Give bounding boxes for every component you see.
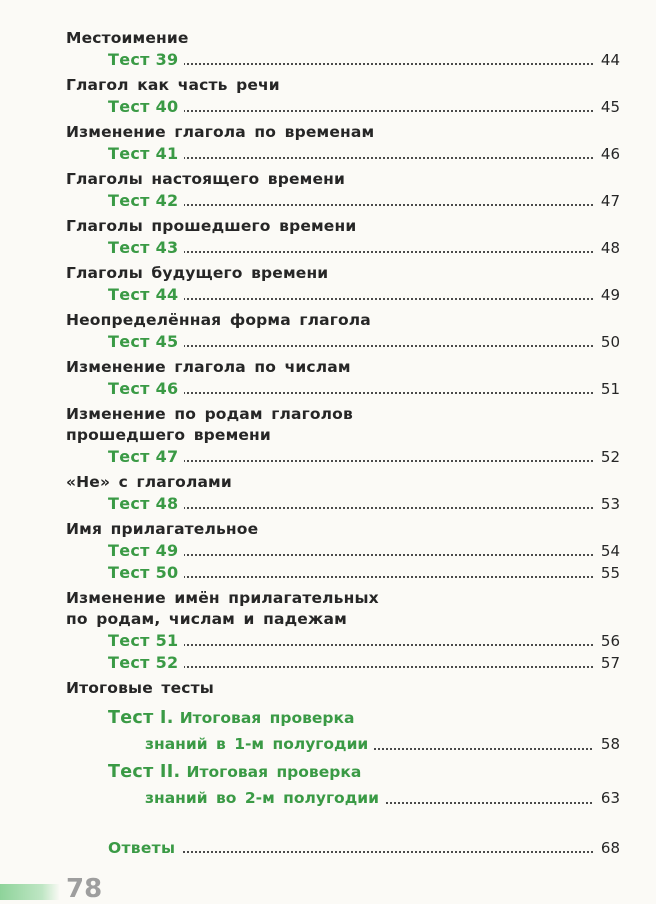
section-heading: Имя прилагательное xyxy=(66,520,259,538)
page-ref: 57 xyxy=(593,652,620,674)
dot-leader xyxy=(108,460,620,462)
page-ref: 46 xyxy=(593,143,620,165)
section-heading: Изменение имён прилагательных xyxy=(66,589,379,607)
section-heading: Изменение глагола по числам xyxy=(66,358,351,376)
section-heading: Глагол как часть речи xyxy=(66,76,280,94)
final-test-entry[interactable] xyxy=(108,759,620,785)
test-label: Тест 39 xyxy=(108,50,184,69)
toc-entry[interactable] xyxy=(108,237,620,259)
page-number: 78 xyxy=(66,874,103,904)
final-tests-heading: Итоговые тесты xyxy=(66,679,214,697)
test-label: Тест 52 xyxy=(108,653,184,672)
toc-entry[interactable] xyxy=(108,630,620,652)
section-heading: Глаголы будущего времени xyxy=(66,264,329,282)
toc-entry[interactable] xyxy=(108,143,620,165)
final-test-title-continued: знаний в 1-м полугодии xyxy=(145,735,374,753)
page-ref: 52 xyxy=(593,446,620,468)
page-ref: 49 xyxy=(593,284,620,306)
toc-entry[interactable] xyxy=(108,540,620,562)
test-label: Тест 43 xyxy=(108,238,184,257)
section-heading-continued: по родам, числам и падежам xyxy=(66,610,347,628)
table-of-contents xyxy=(66,28,620,859)
final-test-label: Тест I. xyxy=(108,708,174,728)
section-heading: Изменение глагола по временам xyxy=(66,123,375,141)
dot-leader xyxy=(108,63,620,65)
toc-entry[interactable] xyxy=(108,190,620,212)
section-heading: Неопределённая форма глагола xyxy=(66,311,371,329)
dot-leader xyxy=(108,251,620,253)
toc-entry[interactable] xyxy=(108,446,620,468)
final-test-label: Тест II. xyxy=(108,762,181,782)
final-test-title: Итоговая проверка xyxy=(186,763,362,781)
footer-color-band xyxy=(0,884,60,900)
final-test-entry-continued[interactable] xyxy=(145,731,620,757)
page-ref: 68 xyxy=(593,837,620,859)
toc-entry[interactable] xyxy=(108,493,620,515)
section-heading: «Не» с глаголами xyxy=(66,473,232,491)
toc-entry[interactable] xyxy=(108,378,620,400)
test-label: Тест 48 xyxy=(108,494,184,513)
dot-leader xyxy=(108,576,620,578)
dot-leader xyxy=(108,298,620,300)
page-ref: 58 xyxy=(593,731,620,757)
test-label: Тест 46 xyxy=(108,379,184,398)
test-label: Тест 40 xyxy=(108,97,184,116)
page-ref: 48 xyxy=(593,237,620,259)
page-ref: 63 xyxy=(593,785,620,811)
dot-leader xyxy=(108,392,620,394)
test-label: Тест 49 xyxy=(108,541,184,560)
section-heading-continued: прошедшего времени xyxy=(66,426,271,444)
toc-entry[interactable] xyxy=(108,331,620,353)
dot-leader xyxy=(108,644,620,646)
test-label: Тест 50 xyxy=(108,563,184,582)
page-ref: 47 xyxy=(593,190,620,212)
page-ref: 50 xyxy=(593,331,620,353)
test-label: Тест 41 xyxy=(108,144,184,163)
dot-leader xyxy=(108,554,620,556)
final-test-title: Итоговая проверка xyxy=(179,709,355,727)
dot-leader xyxy=(108,157,620,159)
final-test-entry[interactable] xyxy=(108,705,620,731)
test-label: Тест 45 xyxy=(108,332,184,351)
toc-entry[interactable] xyxy=(108,96,620,118)
section-heading: Глаголы прошедшего времени xyxy=(66,217,357,235)
section-heading: Глаголы настоящего времени xyxy=(66,170,346,188)
toc-entry[interactable] xyxy=(108,652,620,674)
page-ref: 54 xyxy=(593,540,620,562)
test-label: Тест 47 xyxy=(108,447,184,466)
test-label: Тест 51 xyxy=(108,631,184,650)
test-label: Тест 44 xyxy=(108,285,184,304)
dot-leader xyxy=(108,110,620,112)
page-ref: 55 xyxy=(593,562,620,584)
section-heading: Изменение по родам глаголов xyxy=(66,405,353,423)
dot-leader xyxy=(108,507,620,509)
answers-entry[interactable] xyxy=(108,837,620,859)
dot-leader xyxy=(108,666,620,668)
answers-label: Ответы xyxy=(108,839,181,857)
page-ref: 44 xyxy=(593,49,620,71)
dot-leader xyxy=(108,345,620,347)
test-label: Тест 42 xyxy=(108,191,184,210)
toc-entry[interactable] xyxy=(108,562,620,584)
section-heading: Местоимение xyxy=(66,29,189,47)
page-ref: 56 xyxy=(593,630,620,652)
dot-leader xyxy=(108,851,620,853)
final-test-entry-continued[interactable] xyxy=(145,785,620,811)
page-ref: 51 xyxy=(593,378,620,400)
toc-entry[interactable] xyxy=(108,284,620,306)
toc-entry[interactable] xyxy=(108,49,620,71)
page-ref: 53 xyxy=(593,493,620,515)
page-ref: 45 xyxy=(593,96,620,118)
dot-leader xyxy=(108,204,620,206)
final-test-title-continued: знаний во 2-м полугодии xyxy=(145,789,385,807)
